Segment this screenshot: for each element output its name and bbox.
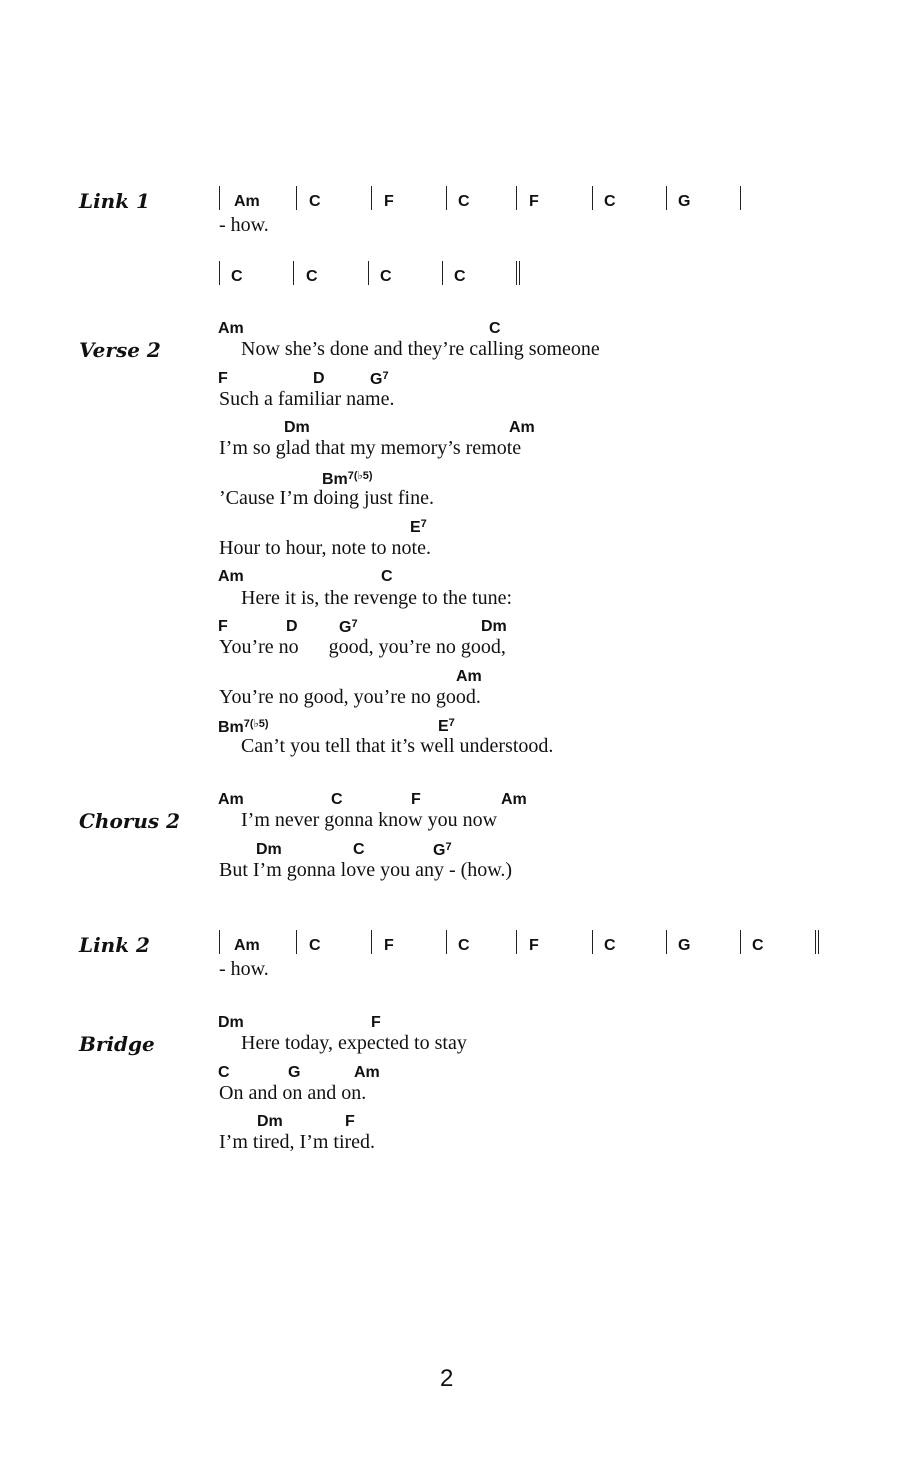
chord: F <box>218 618 228 635</box>
lyric-line: - how. <box>219 958 269 980</box>
chord: Am <box>501 791 527 808</box>
lyric-line: Here today, expected to stay <box>241 1032 467 1054</box>
chord: C <box>306 268 318 285</box>
section-label-link-1: Link 1 <box>79 189 150 213</box>
chord: $E^7$ <box>438 717 455 735</box>
chord: Am <box>234 193 260 210</box>
chord: $G^7$ <box>339 618 358 636</box>
bar-line <box>293 261 294 285</box>
chord: Am <box>509 419 535 436</box>
bar-line <box>446 186 447 210</box>
chord: C <box>218 1064 230 1081</box>
bar-line <box>296 186 297 210</box>
bar-line <box>592 930 593 954</box>
bar-line <box>219 261 220 285</box>
bar-line <box>592 186 593 210</box>
lyric-line: Such a familiar name. <box>219 388 395 410</box>
chord: C <box>458 937 470 954</box>
lyric-line: ’Cause I’m doing just fine. <box>219 487 434 509</box>
chord: F <box>218 370 228 387</box>
chord: Dm <box>218 1014 244 1031</box>
chord: $Bm^{7(♭5)}$ <box>322 470 373 488</box>
chord: $E^7$ <box>410 518 427 536</box>
chord: C <box>353 841 365 858</box>
chord: F <box>384 193 394 210</box>
section-label-bridge: Bridge <box>79 1032 155 1056</box>
lyric-line: You’re no good, you’re no good, <box>219 636 506 658</box>
chord: $Bm^{7(♭5)}$ <box>218 718 269 736</box>
chord: Am <box>234 937 260 954</box>
section-label-chorus-2: Chorus 2 <box>79 809 181 833</box>
chord: F <box>345 1113 355 1130</box>
chord: C <box>380 268 392 285</box>
chord: C <box>489 320 501 337</box>
bar-line <box>666 930 667 954</box>
chord: C <box>309 937 321 954</box>
lyric-line: Can’t you tell that it’s well understood. <box>241 735 554 757</box>
chord: G <box>288 1064 301 1081</box>
double-bar-line <box>516 261 520 285</box>
chord: F <box>529 193 539 210</box>
lyric-line: - how. <box>219 214 269 236</box>
lyric-line: I’m tired, I’m tired. <box>219 1131 376 1153</box>
chord: Am <box>354 1064 380 1081</box>
chord: C <box>458 193 470 210</box>
bar-line <box>446 930 447 954</box>
chord: G <box>678 937 691 954</box>
chord: F <box>529 937 539 954</box>
chord: F <box>411 791 421 808</box>
bar-line <box>740 186 741 210</box>
chord: C <box>604 937 616 954</box>
chord: G <box>678 193 691 210</box>
lyric-line: Now she’s done and they’re calling someone <box>241 338 600 360</box>
chord: Am <box>218 320 244 337</box>
chord: C <box>604 193 616 210</box>
chord: D <box>313 370 325 387</box>
bar-line <box>371 930 372 954</box>
page-number: 2 <box>440 1365 454 1392</box>
section-label-verse-2: Verse 2 <box>79 338 161 362</box>
bar-line <box>296 930 297 954</box>
chord: C <box>309 193 321 210</box>
chord: Dm <box>481 618 507 635</box>
chord: Am <box>218 568 244 585</box>
chord: C <box>752 937 764 954</box>
bar-line <box>442 261 443 285</box>
lyric-line: Hour to hour, note to note. <box>219 537 431 559</box>
bar-line <box>371 186 372 210</box>
chord: C <box>381 568 393 585</box>
lyric-line: But I’m gonna love you any - (how.) <box>219 859 513 881</box>
bar-line <box>368 261 369 285</box>
bar-line <box>516 186 517 210</box>
lyric-line: I’m so glad that my memory’s remote <box>219 437 522 459</box>
bar-line <box>219 930 220 954</box>
chord: $G^7$ <box>433 841 452 859</box>
section-label-link-2: Link 2 <box>79 933 150 957</box>
chord: C <box>331 791 343 808</box>
bar-line <box>666 186 667 210</box>
bar-line <box>516 930 517 954</box>
chord: C <box>454 268 466 285</box>
double-bar-line <box>815 930 819 954</box>
lyric-line: You’re no good, you’re no good. <box>219 686 481 708</box>
chord: F <box>384 937 394 954</box>
chord: Am <box>456 668 482 685</box>
bar-line <box>740 930 741 954</box>
chord: Am <box>218 791 244 808</box>
lyric-line: I’m never gonna know you now <box>241 809 498 831</box>
chord: $G^7$ <box>370 370 389 388</box>
chord: C <box>231 268 243 285</box>
chord: Dm <box>284 419 310 436</box>
chord: F <box>371 1014 381 1031</box>
chord: Dm <box>256 841 282 858</box>
chord: D <box>286 618 298 635</box>
chord: Dm <box>257 1113 283 1130</box>
lyric-line: On and on and on. <box>219 1082 367 1104</box>
bar-line <box>219 186 220 210</box>
lyric-line: Here it is, the revenge to the tune: <box>241 587 513 609</box>
